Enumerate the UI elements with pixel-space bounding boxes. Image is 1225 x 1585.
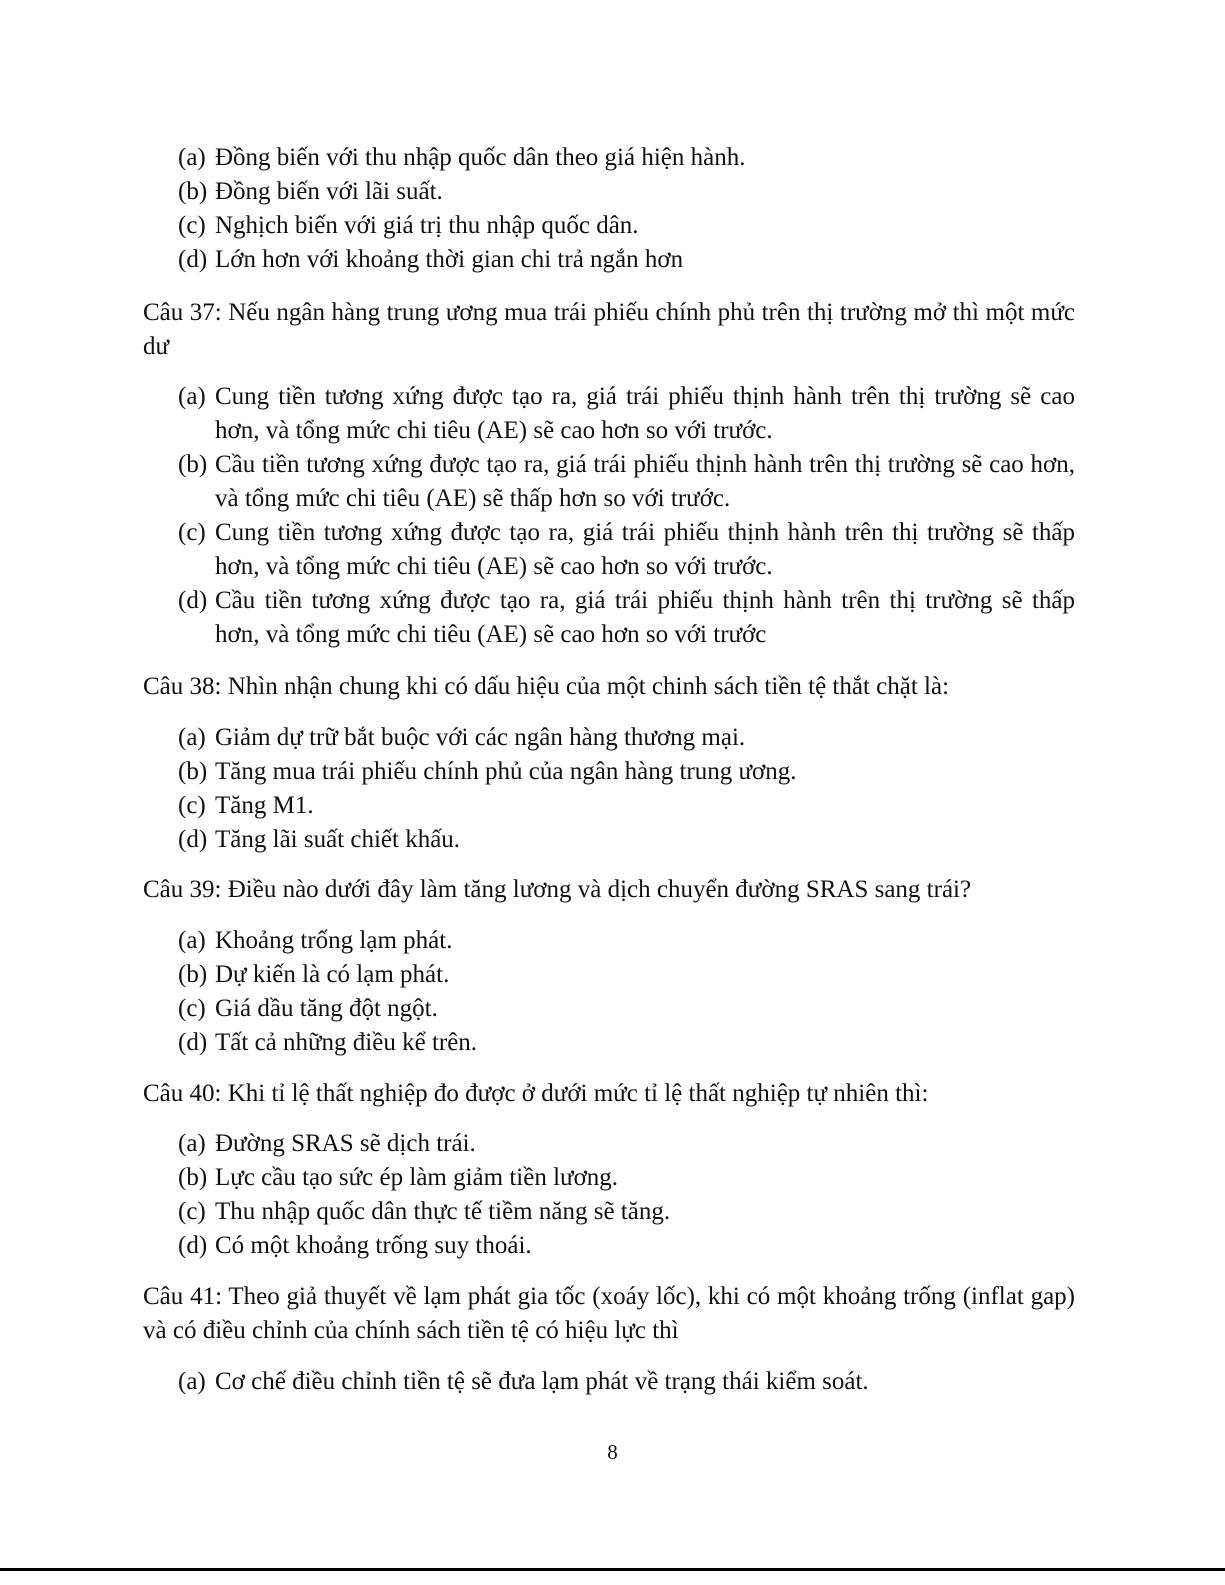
question-41-stem: Câu 41: Theo giả thuyết về lạm phát gia tốc (xoáy lốc), khi có một khoảng trống (inflat gap) và có điều chỉnh của chính sách tiền tệ có hiệu lực thì [143, 1283, 1075, 1344]
option-c: (c) Cung tiền tương xứng được tạo ra, giá trái phiếu thịnh hành trên thị trường sẽ thấp hơn, và tổng mức chi tiêu (AE) sẽ cao hơn so với trước. [178, 519, 1075, 580]
option-d: (d) Cầu tiền tương xứng được tạo ra, giá trái phiếu thịnh hành trên thị trường sẽ thấp hơn, và tổng mức chi tiêu (AE) sẽ cao hơn so với trước [178, 587, 1075, 648]
option-d: (d) Lớn hơn với khoảng thời gian chi trả ngắn hơn [178, 246, 684, 273]
bottom-divider [0, 1568, 1225, 1571]
option-c: (c) Tăng M1. [178, 792, 314, 819]
option-d: (d) Tất cả những điều kể trên. [178, 1029, 478, 1056]
option-a: (a) Đường SRAS sẽ dịch trái. [178, 1130, 476, 1157]
option-a: (a) Cơ chế điều chỉnh tiền tệ sẽ đưa lạm phát về trạng thái kiểm soát. [178, 1368, 869, 1395]
option-c: (c) Thu nhập quốc dân thực tế tiềm năng sẽ tăng. [178, 1198, 671, 1225]
q37-options [143, 380, 1075, 652]
page-number: 8 [607, 1440, 618, 1464]
option-d: (d) Tăng lãi suất chiết khấu. [178, 826, 461, 853]
option-a: (a) Khoảng trống lạm phát. [178, 927, 453, 954]
question-38-stem: Câu 38: Nhìn nhận chung khi có dấu hiệu của một chinh sách tiền tệ thắt chặt là: [143, 673, 950, 700]
option-a: (a) Đồng biến với thu nhập quốc dân theo giá hiện hành. [178, 144, 746, 171]
option-c: (c) Giá dầu tăng đột ngột. [178, 995, 438, 1022]
option-b: (b) Cầu tiền tương xứng được tạo ra, giá trái phiếu thịnh hành trên thị trường sẽ cao hơn, và tổng mức chi tiêu (AE) sẽ thấp hơn so với trước. [178, 451, 1075, 512]
q38-options [143, 721, 1075, 857]
option-a: (a) Cung tiền tương xứng được tạo ra, giá trái phiếu thịnh hành trên thị trường sẽ cao hơn, và tổng mức chi tiêu (AE) sẽ cao hơn so với trước. [178, 383, 1075, 444]
option-a: (a) Giảm dự trữ bắt buộc với các ngân hàng thương mại. [178, 724, 746, 751]
option-b: (b) Lực cầu tạo sức ép làm giảm tiền lương. [178, 1164, 619, 1191]
q41-options [143, 1365, 1075, 1399]
q36-options [143, 141, 1075, 277]
question-37-stem: Câu 37: Nếu ngân hàng trung ương mua trái phiếu chính phủ trên thị trường mở thì một mức dư [143, 299, 1075, 360]
question-40-stem: Câu 40: Khi tỉ lệ thất nghiệp đo được ở dưới mức tỉ lệ thất nghiệp tự nhiên thì: [143, 1080, 929, 1107]
question-39-stem: Câu 39: Điều nào dưới đây làm tăng lương và dịch chuyển đường SRAS sang trái? [143, 876, 972, 903]
q40-options [143, 1127, 1075, 1263]
option-b: (b) Đồng biến với lãi suất. [178, 178, 443, 205]
q39-options [143, 924, 1075, 1060]
option-c: (c) Nghịch biến với giá trị thu nhập quốc dân. [178, 212, 639, 239]
option-b: (b) Dự kiến là có lạm phát. [178, 961, 450, 988]
option-d: (d) Có một khoảng trống suy thoái. [178, 1232, 532, 1259]
option-b: (b) Tăng mua trái phiếu chính phủ của ngân hàng trung ương. [178, 758, 797, 785]
